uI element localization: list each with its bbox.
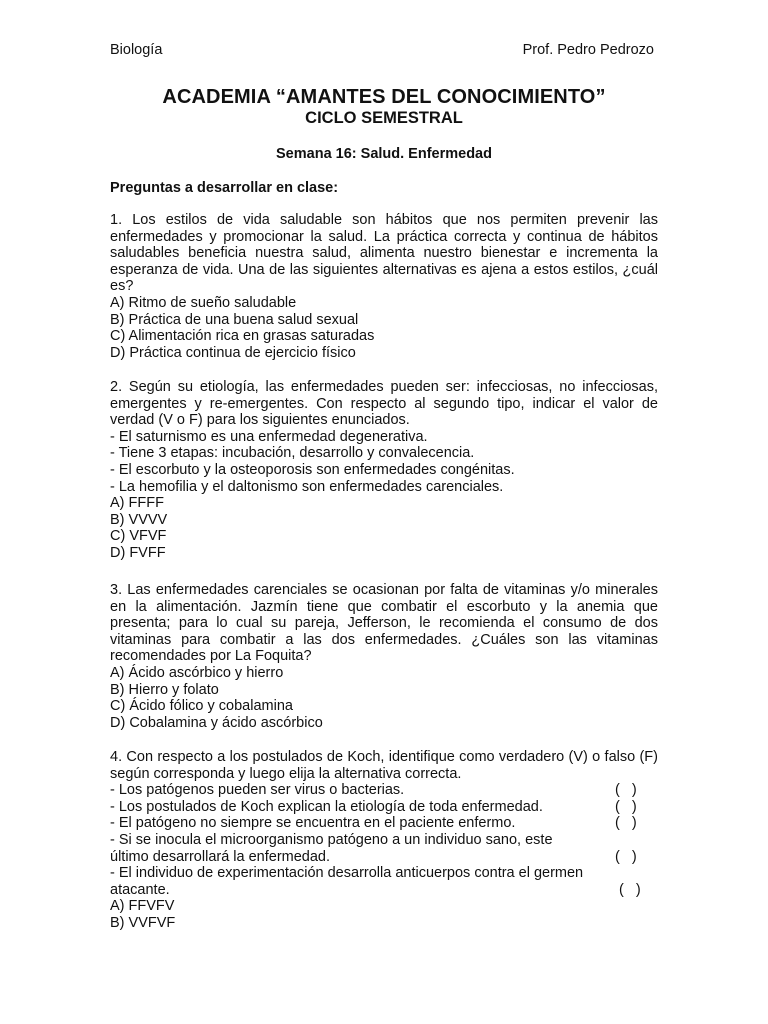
question-1-stem: 1. Los estilos de vida saludable son hábitos que nos permiten prevenir las enfermedades y promocionar la salud. La práctica correcta y continua de hábitos saludables beneficia nuestra salud, alimenta nuestro bienestar e incrementa la esperanza de vida. Una de las siguientes alternativas es ajena a estos estilos, ¿cuál es? bbox=[110, 212, 658, 295]
answer-blank: ( ) bbox=[615, 782, 637, 799]
question-4-statement-5-cont bbox=[110, 882, 658, 899]
question-1-option-d: D) Práctica continua de ejercicio físico bbox=[110, 344, 356, 361]
question-4-statement-5 bbox=[110, 865, 658, 882]
statement-text: - Si se inocula el microorganismo patógeno a un individuo sano, este bbox=[110, 831, 553, 848]
question-2-statement-1: - El saturnismo es una enfermedad degenerativa. bbox=[110, 428, 428, 445]
answer-blank: ( ) bbox=[615, 798, 637, 815]
question-3-option-c: C) Ácido fólico y cobalamina bbox=[110, 698, 293, 715]
running-header bbox=[110, 42, 654, 58]
question-3-option-d: D) Cobalamina y ácido ascórbico bbox=[110, 714, 323, 731]
question-2-statement-3: - El escorbuto y la osteoporosis son enfermedades congénitas. bbox=[110, 461, 515, 478]
statement-text: - El patógeno no siempre se encuentra en el paciente enfermo. bbox=[110, 815, 516, 832]
question-1-option-b: B) Práctica de una buena salud sexual bbox=[110, 311, 359, 328]
statement-text: - Los patógenos pueden ser virus o bacterias. bbox=[110, 782, 405, 799]
question-3-stem: 3. Las enfermedades carenciales se ocasionan por falta de vitaminas y/o minerales en la alimentación. Jazmín tiene que combatir el escorbuto y la anemia que presenta; para lo cual su pareja, Jefferson, le recomienda el consumo de dos vitaminas para combatir a las dos enfermedades. ¿Cuáles son las vitaminas recomendades por La Foquita? bbox=[110, 582, 658, 665]
question-4-statement-4 bbox=[110, 832, 658, 849]
question-3-option-a: A) Ácido ascórbico y hierro bbox=[110, 664, 284, 681]
section-heading: Preguntas a desarrollar en clase: bbox=[110, 180, 339, 196]
question-1-option-c: C) Alimentación rica en grasas saturadas bbox=[110, 328, 375, 345]
question-2-statement-4: - La hemofilia y el daltonismo son enfermedades carenciales. bbox=[110, 478, 504, 495]
answer-blank: ( ) bbox=[619, 881, 641, 898]
question-4 bbox=[110, 749, 658, 932]
question-2-option-b: B) VVVV bbox=[110, 511, 168, 528]
week-title: Semana 16: Salud. Enfermedad bbox=[276, 146, 492, 162]
question-1-option-a: A) Ritmo de sueño saludable bbox=[110, 294, 297, 311]
question-3-option-b: B) Hierro y folato bbox=[110, 681, 219, 698]
answer-blank: ( ) bbox=[615, 815, 637, 832]
question-4-statement-1 bbox=[110, 782, 658, 799]
answer-blank: ( ) bbox=[615, 848, 637, 865]
question-1 bbox=[110, 212, 658, 361]
statement-text: - El individuo de experimentación desarrolla anticuerpos contra el germen bbox=[110, 865, 584, 882]
statement-text: último desarrollará la enfermedad. bbox=[110, 848, 331, 865]
subject-label: Biología bbox=[110, 42, 163, 58]
question-4-statement-3 bbox=[110, 815, 658, 832]
question-4-stem: 4. Con respecto a los postulados de Koch, identifique como verdadero (V) o falso (F) según corresponda y luego elija la alternativa correcta. bbox=[110, 749, 658, 782]
question-2-option-a: A) FFFF bbox=[110, 495, 164, 512]
question-4-statement-2 bbox=[110, 799, 658, 816]
question-2-stem: 2. Según su etiología, las enfermedades pueden ser: infecciosas, no infecciosas, emergentes y re-emergentes. Con respecto al segundo tipo, indicar el valor de verdad (V o F) para los siguientes enunciados. bbox=[110, 379, 658, 429]
teacher-label: Prof. Pedro Pedrozo bbox=[522, 42, 654, 58]
statement-text: - Los postulados de Koch explican la etiología de toda enfermedad. bbox=[110, 798, 543, 815]
statement-text: atacante. bbox=[110, 881, 170, 898]
question-2 bbox=[110, 379, 658, 562]
question-3 bbox=[110, 582, 658, 731]
question-2-option-d: D) FVFF bbox=[110, 544, 166, 561]
question-2-statement-2: - Tiene 3 etapas: incubación, desarrollo y convalecencia. bbox=[110, 445, 475, 462]
question-2-option-c: C) VFVF bbox=[110, 528, 167, 545]
question-4-option-a: A) FFVFV bbox=[110, 898, 175, 915]
cycle-title: CICLO SEMESTRAL bbox=[305, 109, 463, 127]
academy-title: ACADEMIA “AMANTES DEL CONOCIMIENTO” bbox=[162, 86, 606, 108]
question-4-statement-4-cont bbox=[110, 849, 658, 866]
question-4-option-b: B) VVFVF bbox=[110, 914, 176, 931]
